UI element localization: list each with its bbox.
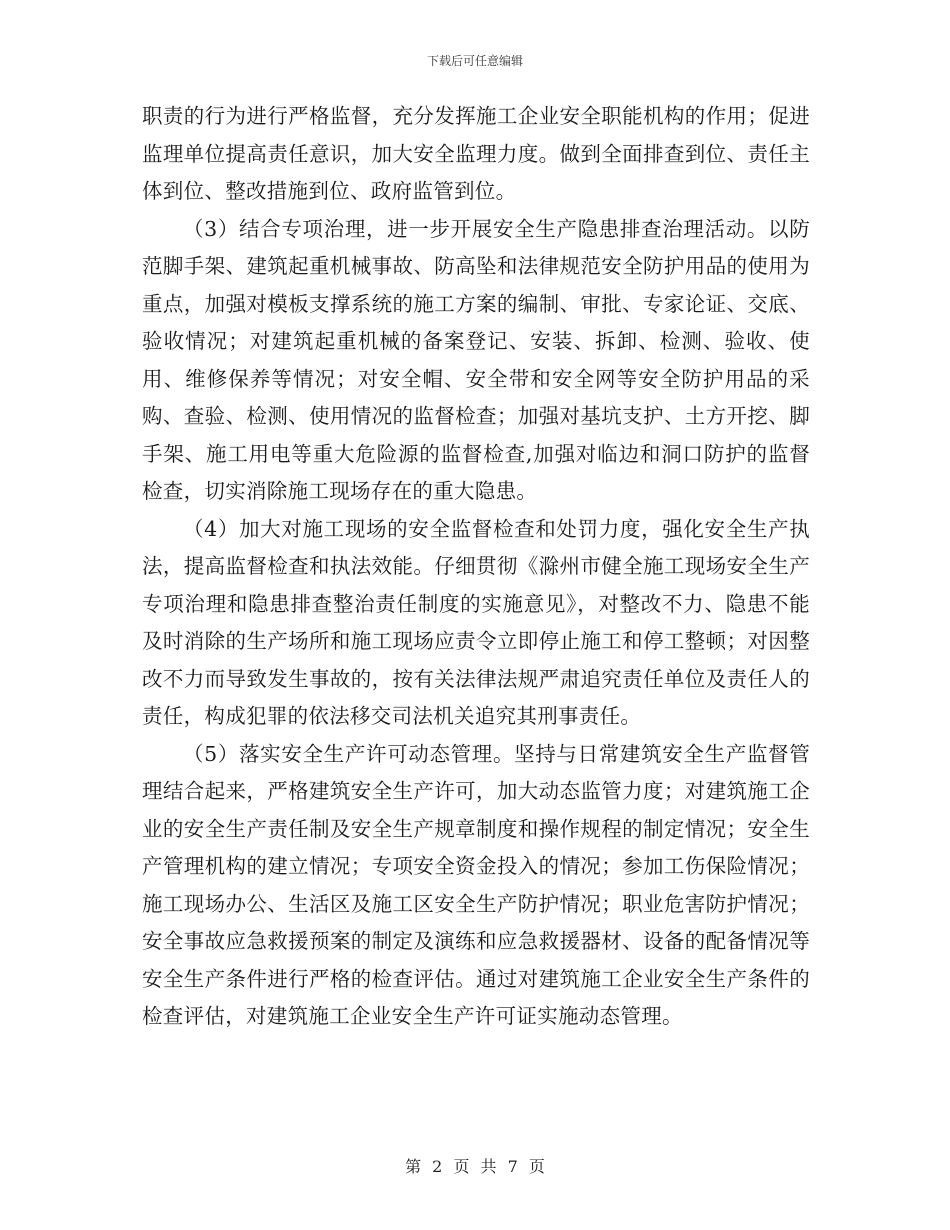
page-header: 下载后可任意编辑	[426, 54, 523, 68]
page-number: 第 2 页 共 7 页	[405, 1157, 545, 1176]
paragraph-continuation: 职责的行为进行严格监督，充分发挥施工企业安全职能机构的作用；促进监理单位提高责任意识，加大安全监理力度。做到全面排查到位、责任主体到位、整改措施到位、政府监管到位。	[142, 104, 810, 203]
paragraph-item-4: （4）加大对施工现场的安全监督检查和处罚力度，强化安全生产执法，提高监督检查和执法效能。仔细贯彻《滁州市健全施工现场安全生产专项治理和隐患排查整治责任制度的实施意见》，对整改不力、隐患不能及时消除的生产场所和施工现场应责令立即停止施工和停工整顿；对因整改不力而导致发生事故的，按有关法律法规严肃追究责任单位及责任人的责任，构成犯罪的依法移交司法机关追究其刑事责任。	[142, 516, 810, 728]
paragraph-item-5: （5）落实安全生产许可动态管理。坚持与日常建筑安全生产监督管理结合起来，严格建筑安全生产许可，加大动态监管力度；对建筑施工企业的安全生产责任制及安全生产规章制度和操作规程的制定情况；安全生产管理机构的建立情况；专项安全资金投入的情况；参加工伤保险情况；施工现场办公、生活区及施工区安全生产防护情况；职业危害防护情况；安全事故应急救援预案的制定及演练和应急救援器材、设备的配备情况等安全生产条件进行严格的检查评估。通过对建筑施工企业安全生产条件的检查评估，对建筑施工企业安全生产许可证实施动态管理。	[142, 741, 810, 1028]
document-body	[142, 98, 810, 1036]
paragraph-item-3: （3）结合专项治理，进一步开展安全生产隐患排查治理活动。以防范脚手架、建筑起重机械事故、防高坠和法律规范安全防护用品的使用为重点，加强对模板支撑系统的施工方案的编制、审批、专家论证、交底、验收情况；对建筑起重机械的备案登记、安装、拆卸、检测、验收、使用、维修保养等情况；对安全帽、安全带和安全网等安全防护用品的采购、查验、检测、使用情况的监督检查；加强对基坑支护、土方开挖、脚手架、施工用电等重大危险源的监督检查,加强对临边和洞口防护的监督检查，切实消除施工现场存在的重大隐患。	[142, 216, 810, 503]
